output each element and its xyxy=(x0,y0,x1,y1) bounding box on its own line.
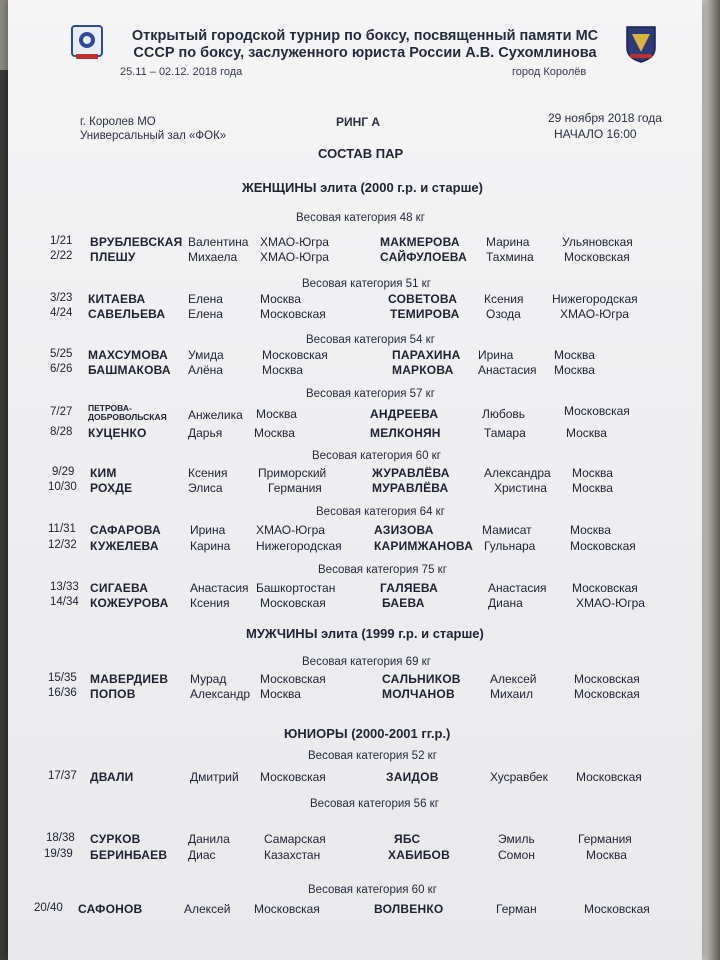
table-row xyxy=(8,539,702,554)
section-women: ЖЕНЩИНЫ элита (2000 г.р. и старше) xyxy=(242,180,483,195)
fighter-1-name: Карина xyxy=(190,539,231,553)
fighter-2-region: Московская xyxy=(574,672,640,686)
fighter-1-region: Самарская xyxy=(264,832,326,846)
fighter-2-name: Озода xyxy=(486,307,521,321)
fighter-1-region: Московская xyxy=(254,902,320,916)
fighter-1-region: Москва xyxy=(254,426,295,440)
fighter-1-surname: КОЖЕУРОВА xyxy=(90,596,169,610)
fighter-2-region: Ульяновская xyxy=(562,235,633,249)
bout-number: 6/26 xyxy=(50,363,73,375)
fighter-1-region: Москва xyxy=(260,292,301,306)
fighter-2-name: Герман xyxy=(496,902,537,916)
weight-category: Весовая категория 57 кг xyxy=(306,388,435,400)
fighter-2-surname: КАРИМЖАНОВА xyxy=(374,539,474,553)
fighter-2-name: Любовь xyxy=(482,407,526,421)
fighter-2-name: Ирина xyxy=(478,348,514,362)
fighter-1-region: Московская xyxy=(260,307,326,321)
fighter-1-surname-line-2: ДОБРОВОЛЬСКАЯ xyxy=(88,412,167,422)
weight-category: Весовая категория 52 кг xyxy=(308,750,437,762)
bout-number: 12/32 xyxy=(48,539,77,551)
bout-number: 2/22 xyxy=(50,250,73,262)
fighter-2-surname: МОЛЧАНОВ xyxy=(382,687,455,701)
fighter-2-name: Сомон xyxy=(498,848,535,862)
fighter-1-name: Елена xyxy=(188,292,223,306)
weight-category: Весовая категория 54 кг xyxy=(306,334,435,346)
fighter-2-surname: САЙФУЛОЕВА xyxy=(380,250,467,264)
table-row xyxy=(8,363,702,378)
fighter-1-surname: САФАРОВА xyxy=(90,523,161,537)
table-row xyxy=(8,426,702,441)
fighter-1-region: Нижегородская xyxy=(256,539,342,553)
fighter-2-region: Московская xyxy=(570,539,636,553)
table-row xyxy=(8,250,702,265)
venue-city: г. Королев МО xyxy=(80,116,156,128)
fighter-2-region: Москва xyxy=(554,348,595,362)
bout-number: 7/27 xyxy=(50,406,73,418)
fighter-1-region: Московская xyxy=(260,770,326,784)
fighter-2-surname: ЖУРАВЛЁВА xyxy=(372,466,450,480)
fighter-1-surname: КИМ xyxy=(90,466,117,480)
fighter-1-name: Алёна xyxy=(188,363,223,377)
fighter-2-name: Михаил xyxy=(490,687,533,701)
section-men: МУЖЧИНЫ элита (1999 г.р. и старше) xyxy=(246,626,484,641)
fighter-1-name: Ирина xyxy=(190,523,226,537)
fighter-2-surname: ЯБС xyxy=(394,832,421,846)
date-block xyxy=(548,110,662,142)
bout-number: 17/37 xyxy=(48,770,77,782)
fighter-2-surname: ПАРАХИНА xyxy=(392,348,461,362)
weight-category: Весовая категория 51 кг xyxy=(302,278,431,290)
fighter-2-region: Германия xyxy=(578,832,632,846)
bout-number: 5/25 xyxy=(50,348,73,360)
fighter-1-region: Московская xyxy=(262,348,328,362)
fighter-1-surname: МАВЕРДИЕВ xyxy=(90,672,169,686)
fighter-2-surname: ВОЛВЕНКО xyxy=(374,902,444,916)
venue-block xyxy=(80,115,226,143)
fighter-2-region: Москва xyxy=(586,848,627,862)
tournament-city: город Королёв xyxy=(512,66,587,78)
fighter-1-surname: БЕРИНБАЕВ xyxy=(90,848,168,862)
event-date: 29 ноября 2018 года xyxy=(548,111,662,125)
fighter-1-surname: ВРУБЛЕВСКАЯ xyxy=(90,235,183,249)
fighter-1-region: Казахстан xyxy=(264,848,321,862)
bout-number: 8/28 xyxy=(50,426,73,438)
fighter-2-region: Москва xyxy=(572,481,613,495)
fighter-1-region: Приморский xyxy=(258,466,327,480)
fighter-1-name: Ксения xyxy=(190,596,230,610)
title-line-2: СССР по боксу, заслуженного юриста России А.В. Сухомлинова xyxy=(133,45,597,61)
table-row xyxy=(8,481,702,496)
fighter-2-surname: САЛЬНИКОВ xyxy=(382,672,461,686)
fighter-2-region: Московская xyxy=(576,770,642,784)
fighter-1-name: Умида xyxy=(188,348,224,362)
fighter-2-name: Тамара xyxy=(484,426,526,440)
table-row xyxy=(8,348,702,363)
fighter-2-region: Московская xyxy=(584,902,650,916)
fighter-1-surname: СИГАЕВА xyxy=(90,581,149,595)
title-line-1: Открытый городской турнир по боксу, посвященный памяти МС xyxy=(131,28,599,44)
fighter-2-surname: ЗАИДОВ xyxy=(386,770,439,784)
fighter-1-region: Москва xyxy=(260,687,301,701)
city-emblem-icon xyxy=(70,24,104,62)
fighter-2-region: Москва xyxy=(572,466,613,480)
fighter-2-region: Москва xyxy=(566,426,607,440)
fighter-1-name: Элиса xyxy=(188,481,223,495)
fighter-2-region: Москва xyxy=(570,523,611,537)
fighter-1-name: Алексей xyxy=(184,902,231,916)
tournament-dates: 25.11 – 02.12. 2018 года xyxy=(120,66,243,78)
weight-category: Весовая категория 48 кг xyxy=(296,212,425,224)
fighter-2-region: ХМАО-Югра xyxy=(576,596,645,610)
table-row xyxy=(8,672,702,687)
fighter-2-region: ХМАО-Югра xyxy=(560,307,629,321)
fighter-1-surname: БАШМАКОВА xyxy=(88,363,171,377)
fighter-2-name: Ксения xyxy=(484,292,524,306)
fighter-2-region: Московская xyxy=(564,404,630,418)
fighter-2-name: Тахмина xyxy=(486,250,534,264)
background-right xyxy=(700,0,720,960)
table-row xyxy=(8,902,702,917)
weight-category: Весовая категория 75 кг xyxy=(318,564,447,576)
document-title xyxy=(120,28,610,62)
fighter-1-surname: РОХДЕ xyxy=(90,481,133,495)
ring-label: РИНГ А xyxy=(336,115,381,129)
fighter-1-name: Елена xyxy=(188,307,223,321)
fighter-1-name: Анастасия xyxy=(190,581,249,595)
fighter-2-surname: ГАЛЯЕВА xyxy=(380,581,439,595)
bout-number: 3/23 xyxy=(50,292,73,304)
bout-number: 11/31 xyxy=(48,523,76,535)
fighter-1-region: ХМАО-Югра xyxy=(260,250,329,264)
fighter-1-region: ХМАО-Югра xyxy=(256,523,325,537)
fighter-1-surname: САФОНОВ xyxy=(78,902,143,916)
fighter-2-surname: МАРКОВА xyxy=(392,363,454,377)
club-emblem-icon xyxy=(624,24,658,64)
bout-number: 4/24 xyxy=(50,307,73,319)
fighter-1-region: Москва xyxy=(262,363,303,377)
fighter-1-name: Дарья xyxy=(188,426,223,440)
fighter-2-surname: АНДРЕЕВА xyxy=(370,407,439,421)
fighter-2-surname: ТЕМИРОВА xyxy=(390,307,460,321)
table-row xyxy=(8,581,702,596)
fighter-1-surname: СУРКОВ xyxy=(90,832,141,846)
fighter-1-name: Михаела xyxy=(188,250,238,264)
table-row xyxy=(8,832,702,847)
bout-number: 19/39 xyxy=(44,848,73,860)
fighter-1-surname: КУЖЕЛЕВА xyxy=(90,539,159,553)
fighter-1-name: Данила xyxy=(188,832,230,846)
bout-number: 15/35 xyxy=(48,672,77,684)
fighter-2-name: Эмиль xyxy=(498,832,535,846)
fighter-1-surname-line-1: ПЕТРОВА- xyxy=(88,403,132,413)
venue-hall: Универсальный зал «ФОК» xyxy=(80,130,227,142)
fighter-1-surname: САВЕЛЬЕВА xyxy=(88,307,166,321)
start-time: НАЧАЛО 16:00 xyxy=(554,127,637,141)
table-row xyxy=(8,596,702,611)
weight-category: Весовая категория 69 кг xyxy=(302,656,431,668)
fighter-2-region: Московская xyxy=(574,687,640,701)
bout-number: 14/34 xyxy=(50,596,79,608)
fighter-2-name: Анастасия xyxy=(478,363,537,377)
table-row xyxy=(8,292,702,307)
fighter-2-region: Московская xyxy=(564,250,630,264)
fighter-2-name: Марина xyxy=(486,235,530,249)
fighter-1-region: Башкортостан xyxy=(256,581,336,595)
section-juniors: ЮНИОРЫ (2000-2001 гг.р.) xyxy=(284,726,451,741)
fighter-1-name: Валентина xyxy=(188,235,249,249)
table-row xyxy=(8,687,702,702)
fighter-2-surname: АЗИЗОВА xyxy=(374,523,434,537)
fighter-1-surname xyxy=(88,404,167,422)
bout-number: 18/38 xyxy=(46,832,75,844)
fighter-2-surname: МЕЛКОНЯН xyxy=(370,426,441,440)
fighter-2-name: Алексей xyxy=(490,672,537,686)
fighter-1-surname: ПОПОВ xyxy=(90,687,136,701)
fighter-2-name: Хусравбек xyxy=(490,770,548,784)
bout-number: 20/40 xyxy=(34,902,63,914)
fighter-1-surname: КУЦЕНКО xyxy=(88,426,147,440)
fighter-1-name: Ксения xyxy=(188,466,228,480)
fighter-1-region: Москва xyxy=(256,407,297,421)
table-row xyxy=(8,235,702,250)
weight-category: Весовая категория 60 кг xyxy=(312,450,441,462)
fighter-1-surname: МАХСУМОВА xyxy=(88,348,169,362)
weight-category: Весовая категория 64 кг xyxy=(316,506,445,518)
fighter-1-surname: КИТАЕВА xyxy=(88,292,146,306)
fighter-2-name: Диана xyxy=(488,596,523,610)
pairs-title: СОСТАВ ПАР xyxy=(318,146,404,161)
fighter-1-region: ХМАО-Югра xyxy=(260,235,329,249)
fighter-1-region: Германия xyxy=(268,481,322,495)
bout-number: 16/36 xyxy=(48,687,77,699)
fighter-2-surname: МУРАВЛЁВА xyxy=(372,481,449,495)
table-row xyxy=(8,770,702,785)
fighter-1-surname: ДВАЛИ xyxy=(90,770,134,784)
fighter-2-surname: БАЕВА xyxy=(382,596,425,610)
table-row xyxy=(8,307,702,322)
bout-number: 13/33 xyxy=(50,581,79,593)
fighter-1-name: Мурад xyxy=(190,672,227,686)
fighter-2-name: Мамисат xyxy=(482,523,532,537)
fighter-1-region: Московская xyxy=(260,672,326,686)
fighter-2-surname: ХАБИБОВ xyxy=(388,848,450,862)
fighter-1-name: Анжелика xyxy=(188,408,243,422)
fighter-2-region: Нижегородская xyxy=(552,292,638,306)
bout-number: 10/30 xyxy=(48,481,77,493)
fighter-2-surname: СОВЕТОВА xyxy=(388,292,458,306)
fighter-1-name: Александр xyxy=(190,687,251,701)
fighter-1-name: Диас xyxy=(188,848,216,862)
fighter-2-region: Московская xyxy=(572,581,638,595)
fighter-2-name: Анастасия xyxy=(488,581,547,595)
fighter-2-region: Москва xyxy=(554,363,595,377)
table-row xyxy=(8,466,702,481)
bout-number: 1/21 xyxy=(50,235,73,247)
fighter-1-region: Московская xyxy=(260,596,326,610)
table-row xyxy=(8,523,702,538)
weight-category: Весовая категория 60 кг xyxy=(308,884,437,896)
fighter-1-surname: ПЛЕШУ xyxy=(90,250,136,264)
weight-category: Весовая категория 56 кг xyxy=(310,798,439,810)
fighter-2-name: Александра xyxy=(484,466,551,480)
fighter-2-surname: МАКМЕРОВА xyxy=(380,235,460,249)
fighter-2-name: Гульнара xyxy=(484,539,536,553)
fighter-1-name: Дмитрий xyxy=(190,770,239,784)
fighter-2-name: Христина xyxy=(494,481,547,495)
table-row xyxy=(8,848,702,863)
bout-number: 9/29 xyxy=(52,466,75,478)
document-sheet xyxy=(8,0,702,960)
